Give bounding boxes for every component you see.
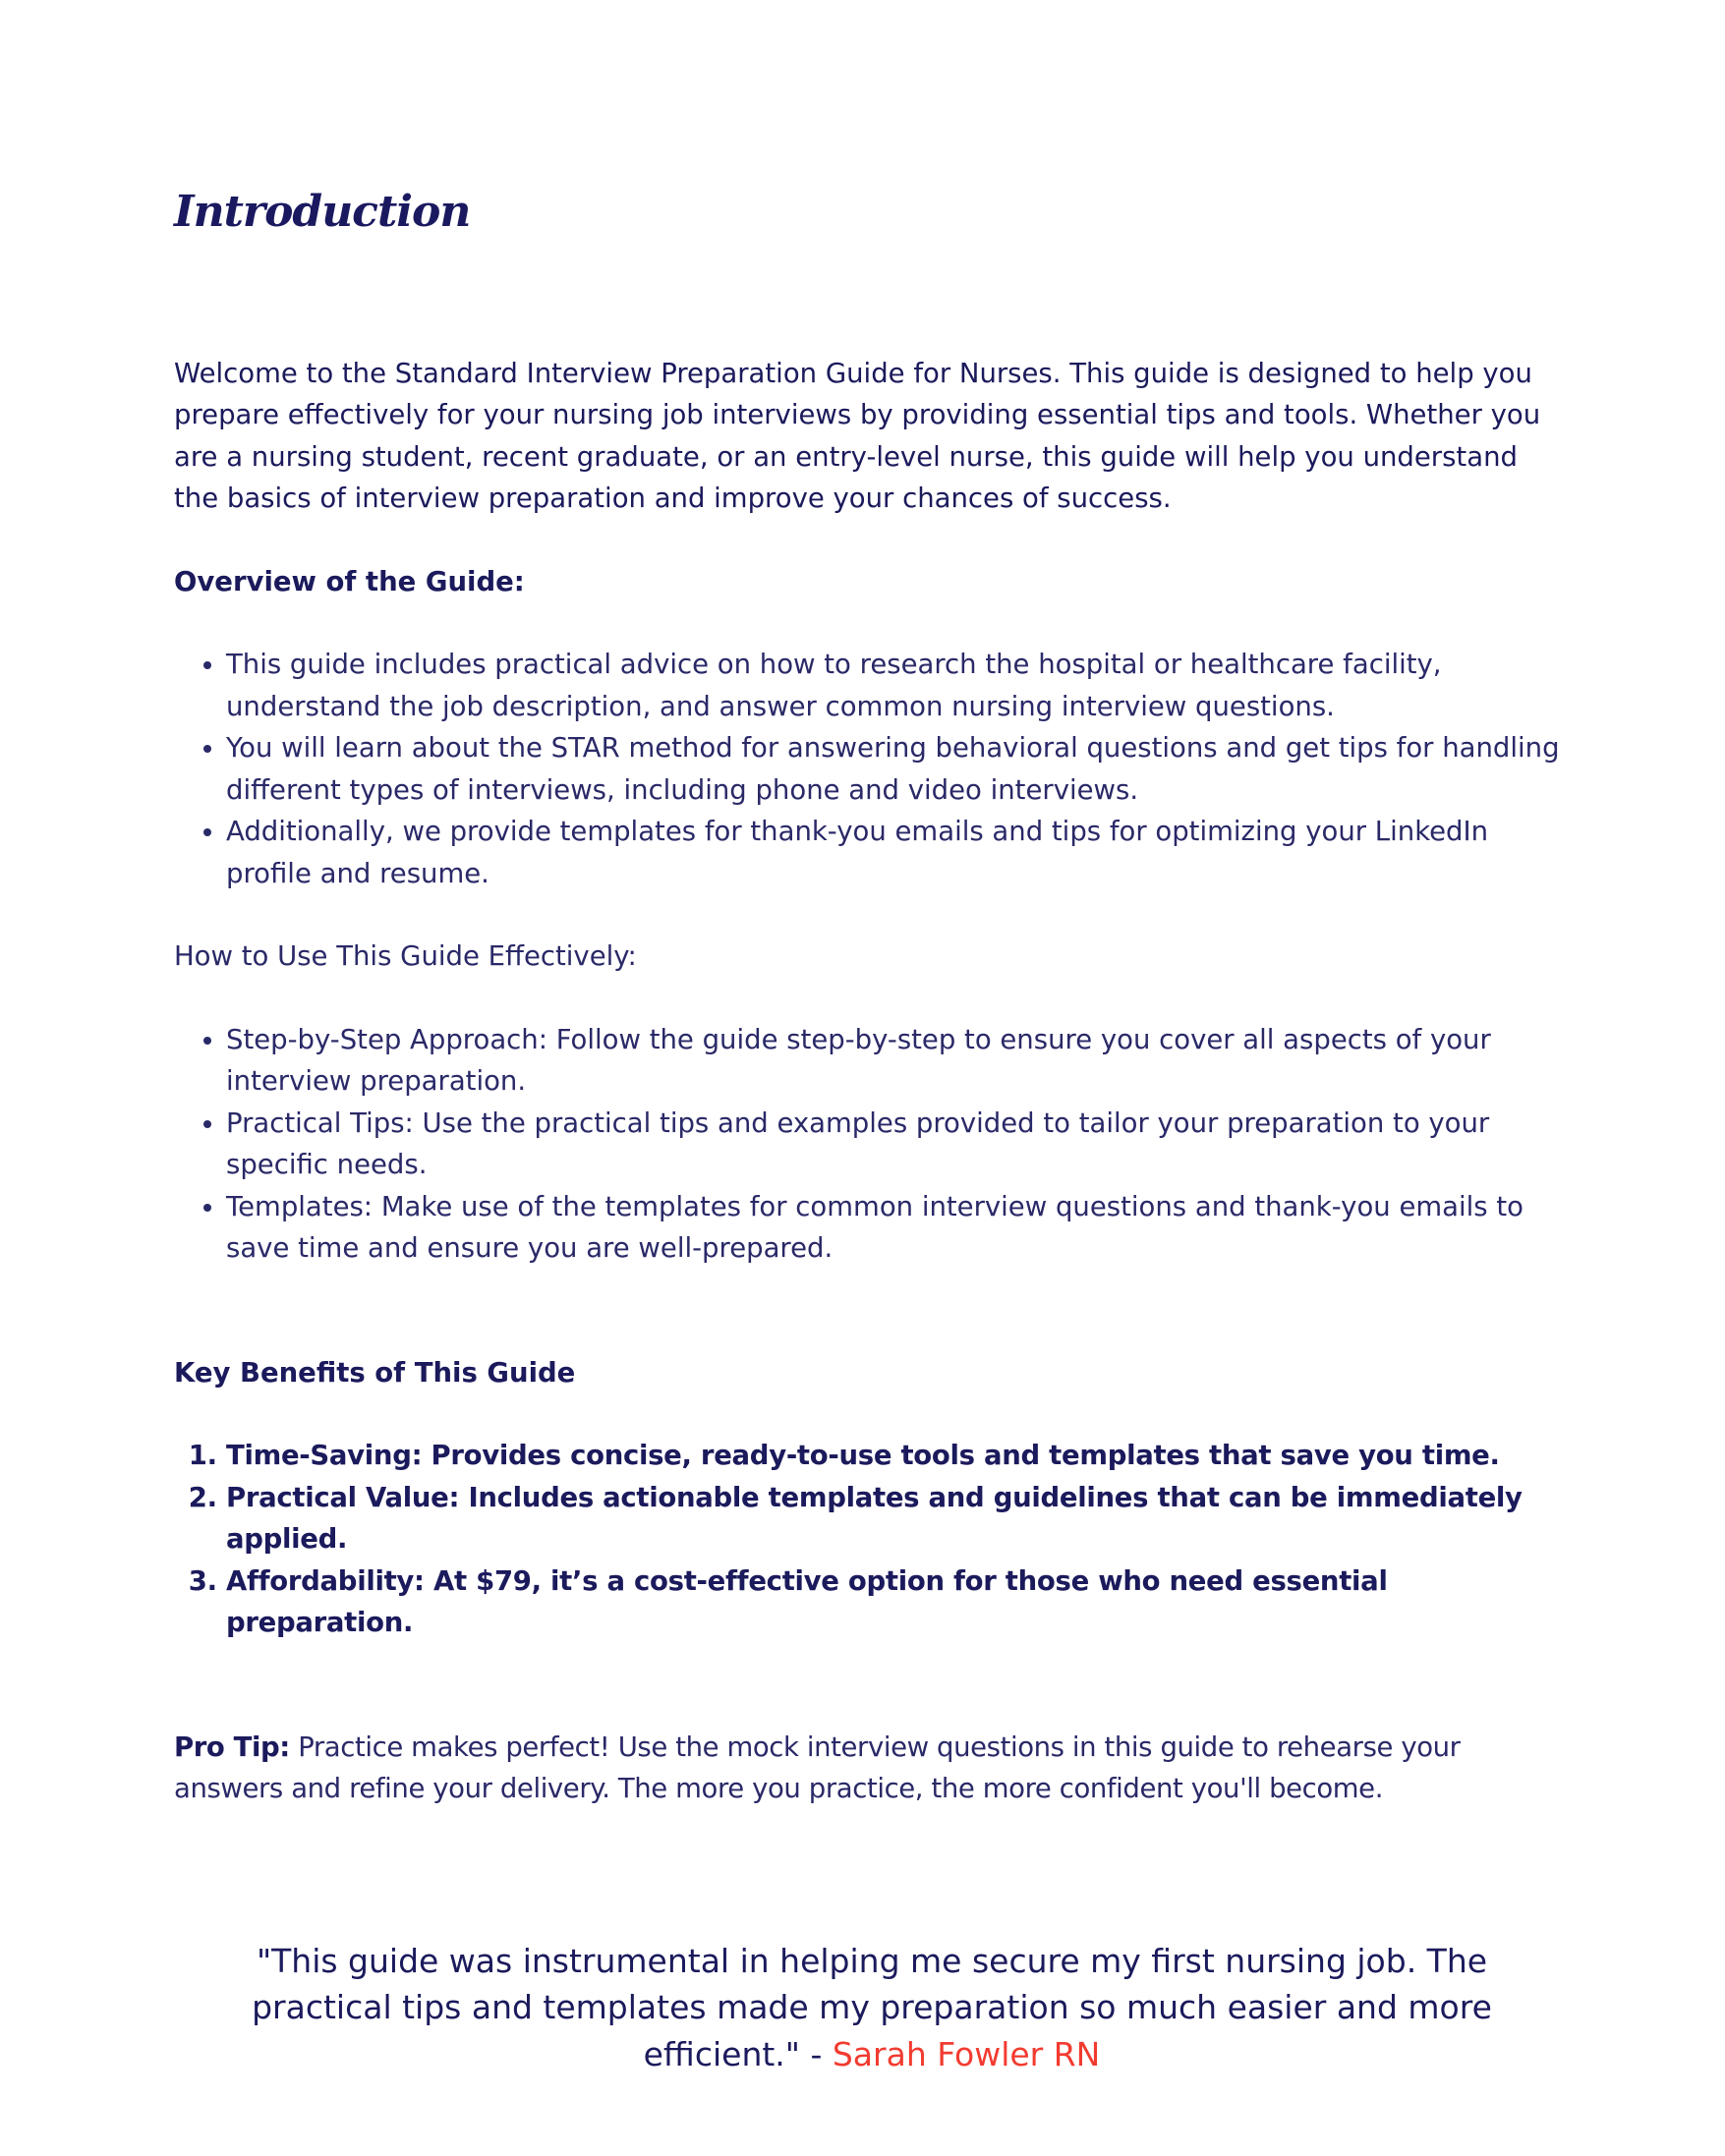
list-item: 1. Time-Saving: Provides concise, ready-to-use tools and templates that save you time. [226, 1435, 1570, 1477]
intro-paragraph: Welcome to the Standard Interview Preparation Guide for Nurses. This guide is designed to help you prepare effectively for your nursing job interviews by providing essential tips and tools. Whether you are a nursing student, recent graduate, or an entry-level nurse, this guide will help you understand the basics of interview preparation and improve your chances of success. [174, 357, 1541, 515]
list-item: • Additionally, we provide templates for thank-you emails and tips for optimizing your LinkedIn profile and resume. [226, 811, 1570, 894]
page-title: Introduction [174, 187, 471, 237]
testimonial [213, 1938, 1530, 2078]
list-item: 2. Practical Value: Includes actionable templates and guidelines that can be immediately applied. [226, 1477, 1570, 1560]
page-content [174, 187, 1570, 2077]
howto-list [174, 1019, 1570, 1270]
list-item: • Step-by-Step Approach: Follow the guide step-by-step to ensure you cover all aspects of your interview preparation. [226, 1019, 1570, 1103]
benefits-list [174, 1435, 1570, 1644]
benefits-heading: Key Benefits of This Guide [174, 1356, 576, 1389]
list-item: 3. Affordability: At $79, it’s a cost-effective option for those who need essential preparation. [226, 1560, 1570, 1644]
overview-list [174, 644, 1570, 894]
testimonial-author: Sarah Fowler RN [832, 2034, 1101, 2073]
list-item: • This guide includes practical advice on how to research the hospital or healthcare facility, understand the job description, and answer common nursing interview questions. [226, 644, 1570, 727]
testimonial-quote: "This guide was instrumental in helping me secure my first nursing job. The practical tips and templates made my preparation so much easier and more efficient." - [252, 1941, 1492, 2073]
list-item: • Practical Tips: Use the practical tips and examples provided to tailor your preparation to your specific needs. [226, 1103, 1570, 1186]
overview-heading: Overview of the Guide: [174, 565, 525, 597]
list-item: • You will learn about the STAR method for answering behavioral questions and get tips for handling different types of interviews, including phone and video interviews. [226, 727, 1570, 811]
pro-tip [174, 1727, 1570, 1810]
pro-tip-label: Pro Tip: [174, 1730, 290, 1763]
howto-heading: How to Use This Guide Effectively: [174, 940, 637, 973]
list-item: • Templates: Make use of the templates for common interview questions and thank-you emails to save time and ensure you are well-prepared. [226, 1186, 1570, 1270]
pro-tip-text: Practice makes perfect! Use the mock interview questions in this guide to rehearse your answers and refine your delivery. The more you practice, the more confident you'll become. [174, 1730, 1461, 1805]
